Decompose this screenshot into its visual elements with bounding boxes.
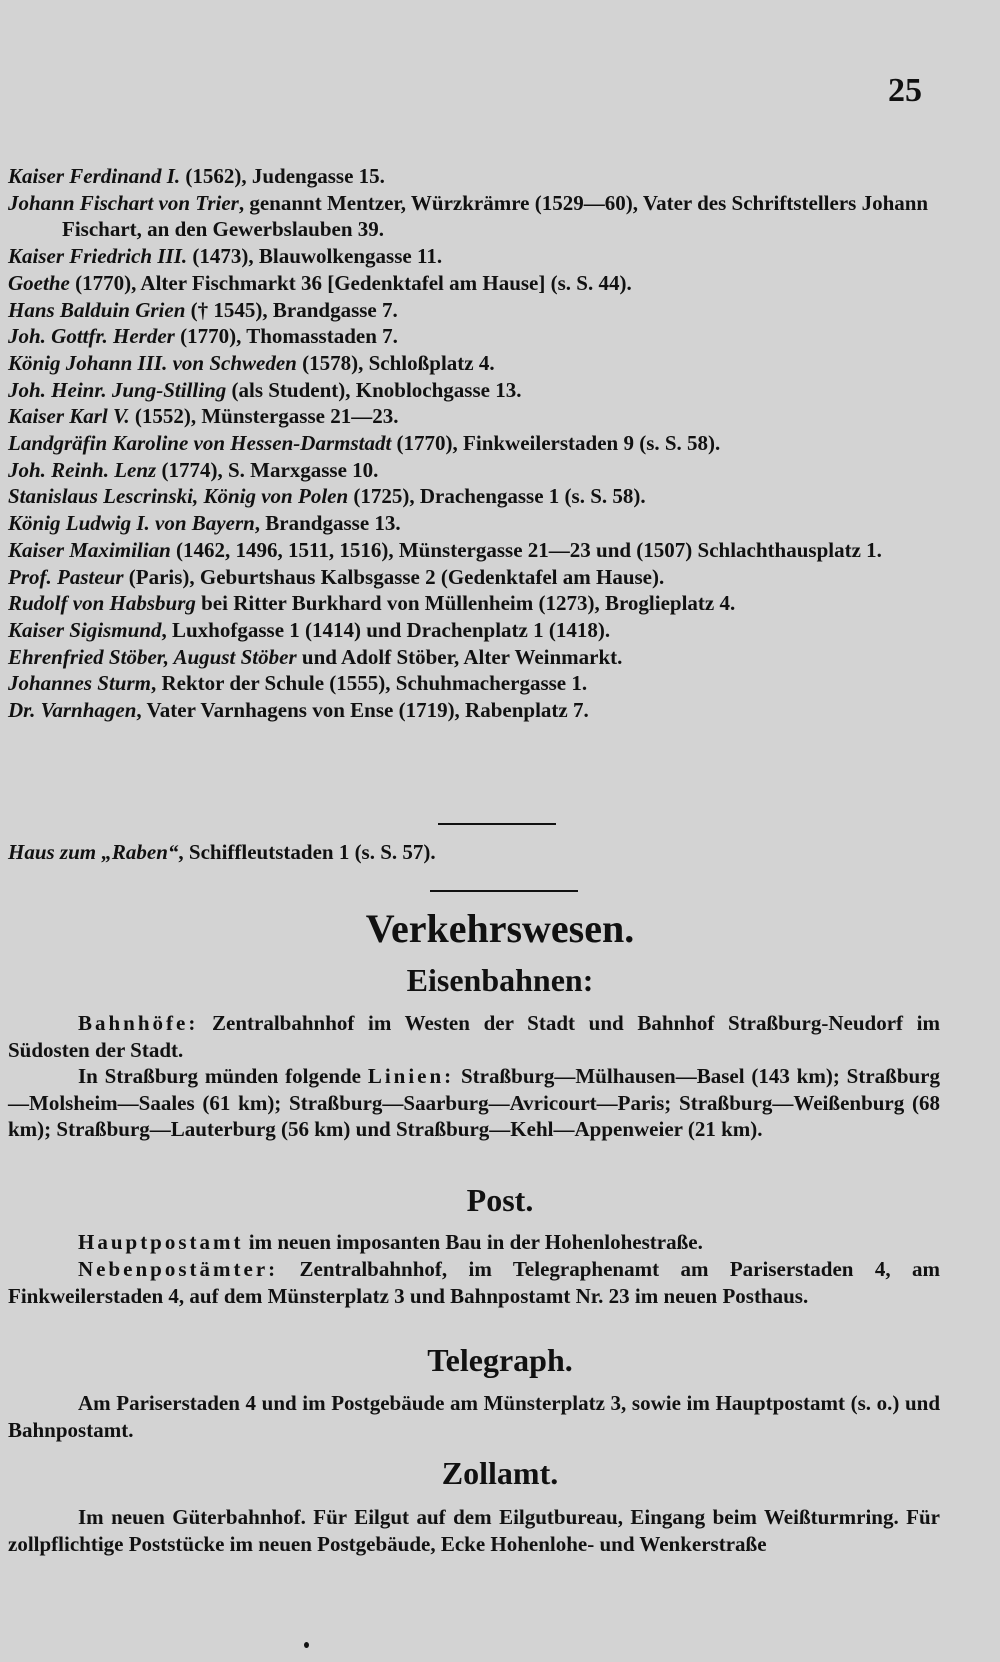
entry-text: (als Student), Knoblochgasse 13. [226,377,522,402]
label-bahnhoefe: Bahnhöfe: [78,1011,199,1035]
entry-text: und Adolf Stöber, Alter Weinmarkt. [296,644,623,669]
person-name: Hans Balduin Grien [8,297,186,322]
section-title: Verkehrswesen. [365,906,635,951]
person-name: Landgräfin Karoline von Hessen-Darmstadt [8,431,392,456]
entry-text: , Vater Varnhagens von Ense (1719), Rabenplatz 7. [136,698,589,723]
page-number: 25 [888,72,922,109]
list-item [8,270,948,297]
person-name: Kaiser Karl V. [8,404,130,429]
heading-zollamt: Zollamt. [441,1455,559,1491]
label-hauptpostamt: Hauptpostamt [78,1230,244,1254]
entry-text: (1578), Schloßplatz 4. [296,350,495,375]
list-item [8,483,948,510]
label-nebenpostaemter: Nebenpostämter: [78,1257,279,1281]
entry-text: bei Ritter Burkhard von Müllenheim (1273), Broglieplatz 4. [195,591,736,616]
list-item [8,403,948,430]
person-name: Dr. Varnhagen [8,698,137,723]
entry-text: (1770), Thomasstaden 7. [174,324,398,349]
list-item [8,617,948,644]
person-name: Rudolf von Habsburg [8,591,196,616]
person-name: Joh. Reinh. Lenz [8,457,157,482]
person-name: Johann Fischart von Trier [8,190,239,215]
haus-entry [8,840,908,865]
entry-text: (1770), Alter Fischmarkt 36 [Gedenktafel am Hause] (s. S. 44). [69,270,632,295]
list-item [8,163,948,190]
list-item [8,323,948,350]
entry-text: (1552), Münstergasse 21—23. [129,404,399,429]
person-name: Joh. Heinr. Jung-Stilling [8,377,227,402]
person-name: Kaiser Maximilian [8,537,171,562]
residence-list [8,163,948,724]
haus-text: , Schiffleutstaden 1 (s. S. 57). [178,840,436,864]
list-item [8,430,948,457]
entry-text: (1774), S. Marxgasse 10. [156,457,379,482]
list-item [8,377,948,404]
label-linien: Linien: [367,1064,455,1088]
person-name: Goethe [8,270,70,295]
divider-rule [438,823,556,825]
paragraph-linien [8,1063,940,1143]
text-hauptpostamt: im neuen imposanten Bau in der Hohenlohestraße. [243,1230,703,1254]
person-name: König Johann III. von Schweden [8,350,297,375]
heading-post: Post. [466,1182,534,1218]
person-name: Stanislaus Lescrinski, König von Polen [8,484,349,509]
entry-text: (1770), Finkweilerstaden 9 (s. S. 58). [391,431,721,456]
person-name: Kaiser Friedrich III. [8,244,188,269]
entry-text: († 1545), Brandgasse 7. [185,297,398,322]
paragraph-zollamt: Im neuen Güterbahnhof. Für Eilgut auf dem Eilgutbureau, Eingang beim Weißturmring. Für zollpflichtige Poststücke im neuen Postgebäude, Ecke Hohenlohe- und Wenkerstraße [8,1505,940,1556]
person-name: Prof. Pasteur [8,564,124,589]
paragraph-telegraph: Am Pariserstaden 4 und im Postgebäude am Münsterplatz 3, sowie im Hauptpostamt (s. o.) und Bahnpostamt. [8,1391,940,1442]
list-item [8,644,948,671]
ink-speck [304,1642,309,1648]
person-name: König Ludwig I. von Bayern [8,511,255,536]
list-item [8,297,948,324]
paragraph-hauptpostamt [8,1229,940,1256]
paragraph-nebenpostaemter [8,1256,940,1309]
person-name: Kaiser Sigismund [8,617,162,642]
divider-rule [430,890,578,892]
text-linien: Straßburg—Mülhausen—Basel (143 km); Straßburg—Molsheim—Saales (61 km); Straßburg—Saarburg—Avricourt—Paris; Straßburg—Weißenburg (68 km); Straßburg—Lauterburg (56 km) und Straßburg—Kehl—Appenweier (21 km). [8,1064,940,1141]
entry-text: (1725), Drachengasse 1 (s. S. 58). [348,484,646,509]
entry-text: (1462, 1496, 1511, 1516), Münstergasse 21—23 und (1507) Schlachthausplatz 1. [170,537,882,562]
paragraph-bahnhoefe [8,1010,940,1063]
entry-text: (1562), Judengasse 15. [180,164,385,188]
entry-text: , Brandgasse 13. [254,511,401,536]
heading-eisenbahnen: Eisenbahnen: [406,962,594,998]
text-nebenpostaemter: Zentralbahnhof, im Telegraphenamt am Pariserstaden 4, am Finkweilerstaden 4, auf dem Münsterplatz 3 und Bahnpostamt Nr. 23 im neuen Posthaus. [8,1257,940,1308]
list-item [8,350,948,377]
heading-telegraph: Telegraph. [427,1342,573,1378]
entry-text: (Paris), Geburtshaus Kalbsgasse 2 (Gedenktafel am Hause). [123,564,665,589]
text-linien-pre: In Straßburg münden folgende [78,1064,368,1088]
entry-text: , Luxhofgasse 1 (1414) und Drachenplatz 1 (1418). [161,617,611,642]
list-item [8,697,948,724]
list-item [8,243,948,270]
person-name: Johannes Sturm [8,671,151,696]
entry-text: (1473), Blauwolkengasse 11. [187,244,443,269]
entry-text: , genannt Mentzer, Würzkrämre (1529—60), Vater des Schriftstellers Johann Fischart, an den Gewerbslauben 39. [62,190,929,242]
list-item [8,190,948,243]
list-item [8,670,948,697]
list-item [8,590,948,617]
text-bahnhoefe: Zentralbahnhof im Westen der Stadt und Bahnhof Straßburg-Neudorf im Südosten der Stadt. [8,1011,940,1062]
person-name: Ehrenfried Stöber, August Stöber [8,644,297,669]
person-name: Kaiser Ferdinand I. [8,164,181,188]
list-item [8,537,948,564]
list-item [8,510,948,537]
list-item [8,457,948,484]
haus-name: Haus zum „Raben“ [8,840,179,864]
list-item [8,564,948,591]
entry-text: , Rektor der Schule (1555), Schuhmachergasse 1. [150,671,588,696]
person-name: Joh. Gottfr. Herder [8,324,175,349]
